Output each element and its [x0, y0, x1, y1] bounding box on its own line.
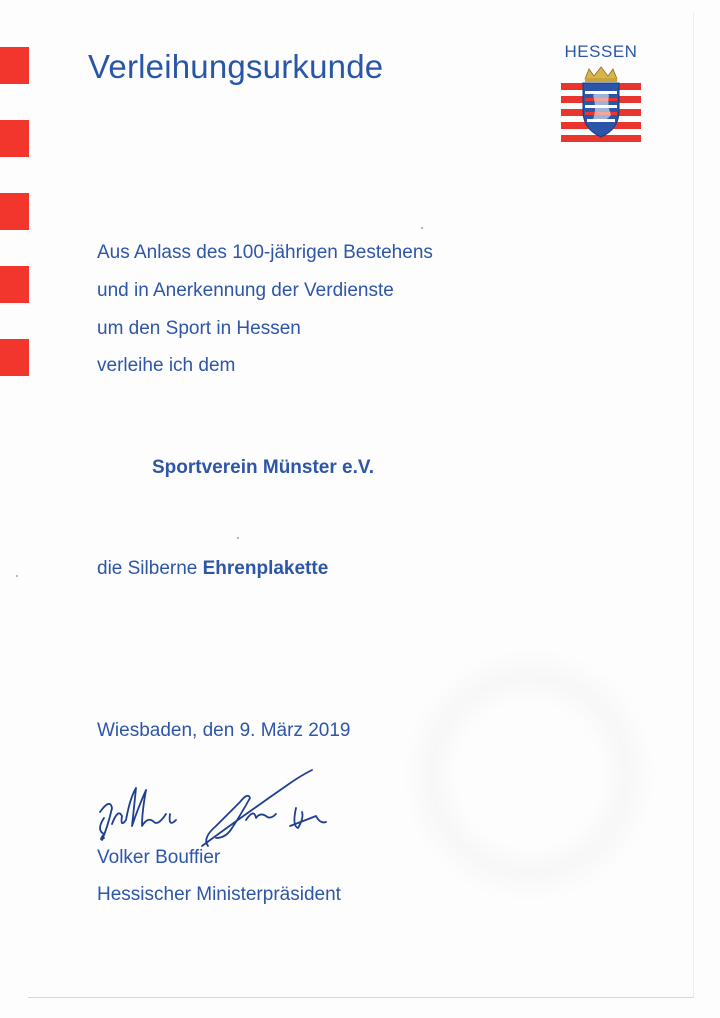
hessen-logo: [561, 43, 641, 145]
body-line: verleihe ich dem: [97, 355, 236, 376]
page-bottom-edge: [28, 997, 694, 998]
hessen-coat-of-arms-icon: [561, 65, 641, 145]
logo-wordmark: HESSEN: [564, 42, 638, 61]
handwritten-signature: [90, 768, 350, 858]
body-line: und in Anerkennung der Verdienste: [97, 280, 394, 301]
embossed-seal: [404, 650, 654, 900]
paper-speck: [237, 537, 239, 539]
body-line: Aus Anlass des 100-jährigen Bestehens: [97, 242, 433, 263]
red-margin-bar: [0, 266, 29, 303]
red-margin-bar: [0, 339, 29, 376]
red-margin-bar: [0, 47, 29, 84]
paper-speck: [16, 575, 18, 577]
award-name: Ehrenplakette: [202, 558, 329, 579]
signer-name: Volker Bouffier: [97, 847, 221, 868]
page-right-edge: [693, 12, 694, 998]
recipient-name: Sportverein Münster e.V.: [152, 457, 375, 478]
red-margin-bar: [0, 120, 29, 157]
document-title: Verleihungsurkunde: [88, 48, 384, 85]
paper-speck: [421, 227, 423, 229]
place-date: Wiesbaden, den 9. März 2019: [97, 720, 351, 741]
signer-role: Hessischer Ministerpräsident: [97, 884, 341, 905]
red-margin-bar: [0, 193, 29, 230]
award-line: [97, 558, 328, 580]
body-line: um den Sport in Hessen: [97, 318, 301, 339]
award-prefix: die Silberne: [97, 558, 198, 579]
